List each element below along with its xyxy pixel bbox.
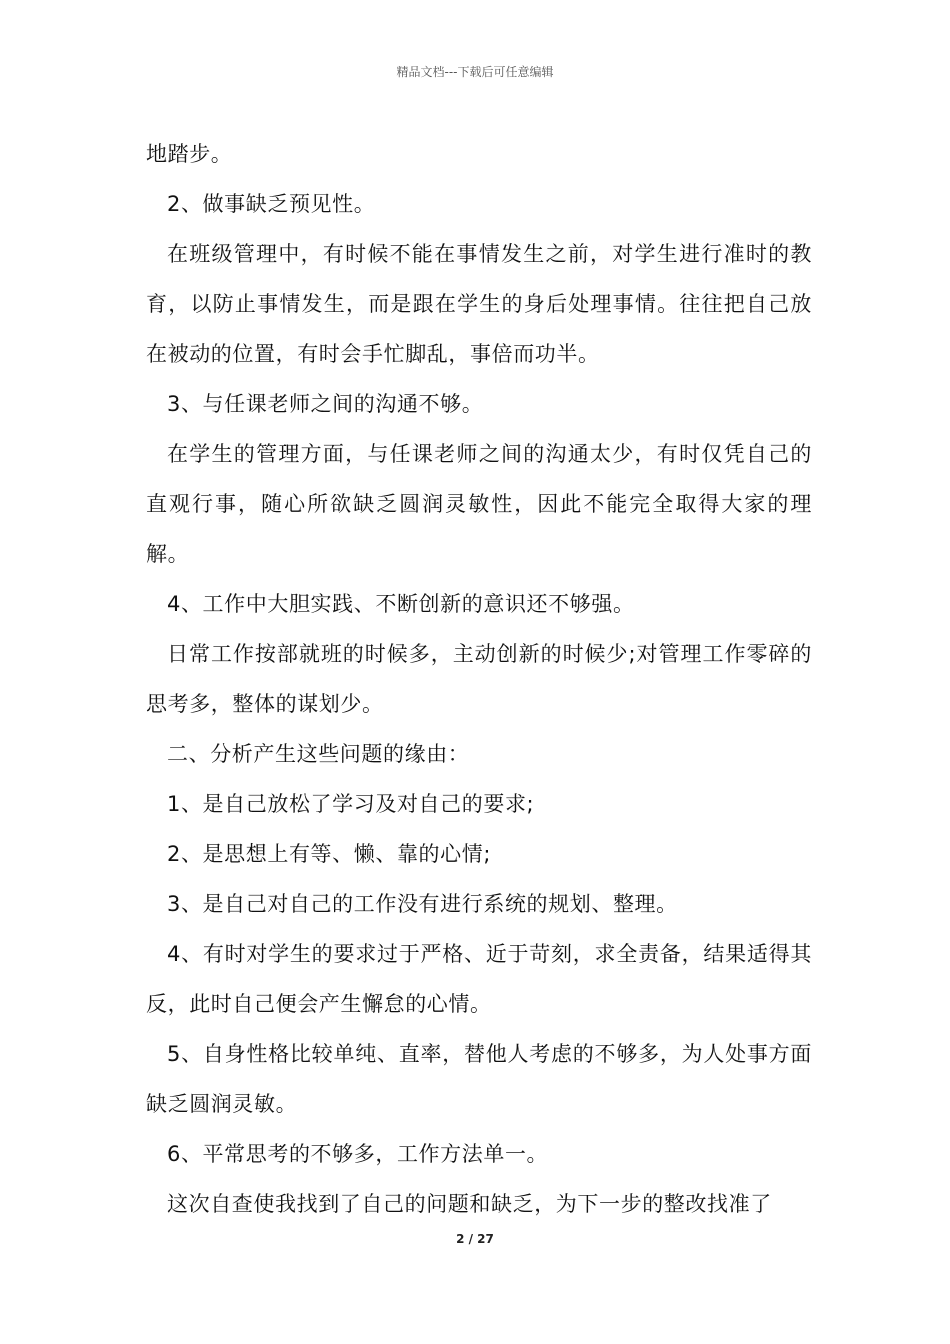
list-item: 1、是自己放松了学习及对自己的要求; [167,792,535,816]
document-body [146,129,812,1229]
list-item: 3、是自己对自己的工作没有进行系统的规划、整理。 [167,892,678,916]
section-heading: 3、与任课老师之间的沟通不够。 [167,392,484,416]
page-header: 精品文档---下载后可任意编辑 [396,65,554,79]
paragraph: 在学生的管理方面，与任课老师之间的沟通太少，有时仅凭自己的直观行事，随心所欲缺乏圆润灵敏性，因此不能完全取得大家的理解。 [146,442,812,566]
list-item: 2、是思想上有等、懒、靠的心情; [167,842,492,866]
list-item: 4、有时对学生的要求过于严格、近于苛刻，求全责备，结果适得其反，此时自己便会产生懈怠的心情。 [146,942,812,1016]
section-heading: 二、分析产生这些问题的缘由： [167,742,470,766]
list-item: 6、平常思考的不够多，工作方法单一。 [167,1142,549,1166]
paragraph: 日常工作按部就班的时候多，主动创新的时候少;对管理工作零碎的思考多，整体的谋划少。 [146,642,812,716]
paragraph: 在班级管理中，有时候不能在事情发生之前，对学生进行准时的教育，以防止事情发生，而是跟在学生的身后处理事情。往往把自己放在被动的位置，有时会手忙脚乱，事倍而功半。 [146,242,812,366]
paragraph: 地踏步。 [146,142,233,166]
section-heading: 4、工作中大胆实践、不断创新的意识还不够强。 [167,592,635,616]
section-heading: 2、做事缺乏预见性。 [167,192,376,216]
paragraph: 这次自查使我找到了自己的问题和缺乏，为下一步的整改找准了 [167,1192,772,1216]
list-item: 5、自身性格比较单纯、直率，替他人考虑的不够多，为人处事方面缺乏圆润灵敏。 [146,1042,812,1116]
page-number: 2 / 27 [456,1232,494,1246]
